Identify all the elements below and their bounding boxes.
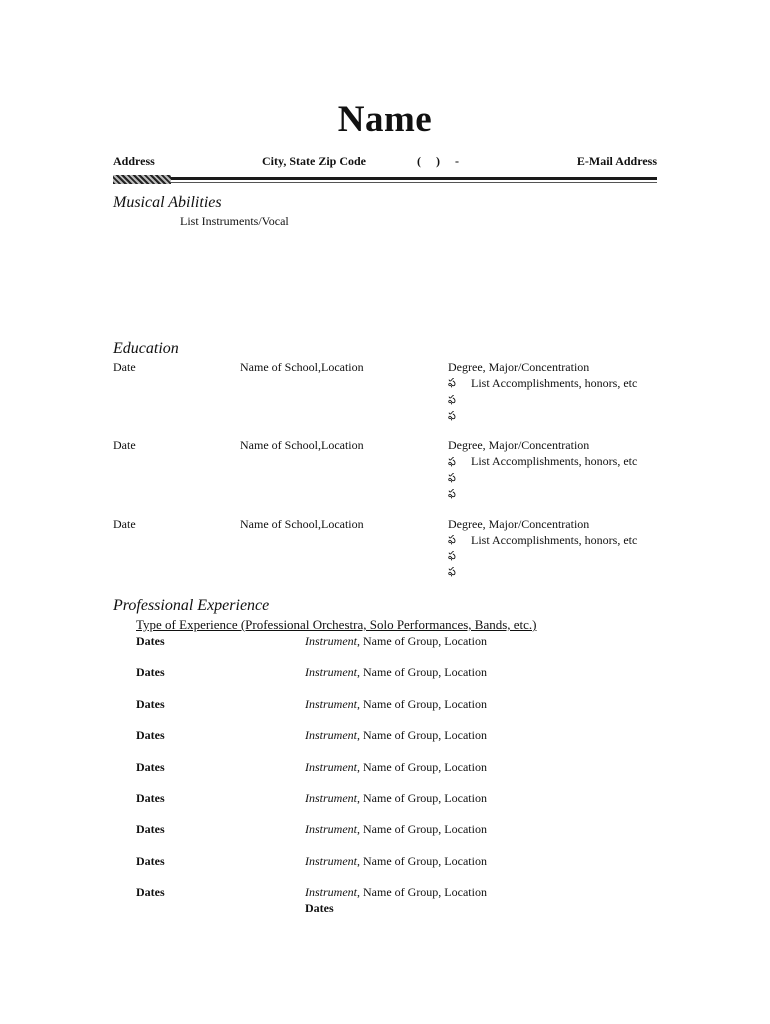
group-location: , Name of Group, Location xyxy=(357,854,487,868)
group-location: , Name of Group, Location xyxy=(357,822,487,836)
experience-detail xyxy=(305,760,487,775)
experience-dates: Dates xyxy=(136,634,165,648)
email-field: E-Mail Address xyxy=(576,154,657,168)
degree: Degree, Major/Concentration xyxy=(448,438,590,452)
instrument: Instrument xyxy=(305,665,357,679)
bullet-icon: ఫ xyxy=(448,410,456,422)
group-location: , Name of Group, Location xyxy=(357,728,487,742)
trailing-dates: Dates xyxy=(305,901,334,915)
instrument: Instrument xyxy=(305,760,357,774)
experience-detail xyxy=(305,854,487,869)
education-date: Date xyxy=(113,517,136,531)
experience-dates: Dates xyxy=(136,760,165,774)
experience-detail xyxy=(305,885,487,900)
experience-dates: Dates xyxy=(136,885,165,899)
group-location: , Name of Group, Location xyxy=(357,697,487,711)
accomplishments: List Accomplishments, honors, etc xyxy=(471,533,638,547)
group-location: , Name of Group, Location xyxy=(357,634,487,648)
instruments-list: List Instruments/Vocal xyxy=(180,214,289,228)
phone-field: ( ) - xyxy=(417,154,459,168)
experience-detail xyxy=(305,634,487,649)
instrument: Instrument xyxy=(305,822,357,836)
header-rule-thin xyxy=(113,182,657,183)
school-name: Name of School,Location xyxy=(240,360,364,374)
experience-detail xyxy=(305,822,487,837)
experience-dates: Dates xyxy=(136,854,165,868)
bullet-icon: ఫ xyxy=(448,394,456,406)
bullet-icon: ఫ xyxy=(448,377,456,389)
accomplishments: List Accomplishments, honors, etc xyxy=(471,454,638,468)
header-rule-ornament xyxy=(113,175,171,184)
instrument: Instrument xyxy=(305,728,357,742)
group-location: , Name of Group, Location xyxy=(357,791,487,805)
group-location: , Name of Group, Location xyxy=(357,760,487,774)
city-state-zip-field: City, State Zip Code xyxy=(262,154,367,168)
address-field: Address xyxy=(113,154,155,168)
resume-name: Name xyxy=(337,99,433,140)
education-heading: Education xyxy=(113,340,179,357)
school-name: Name of School,Location xyxy=(240,517,364,531)
group-location: , Name of Group, Location xyxy=(357,885,487,899)
experience-dates: Dates xyxy=(136,791,165,805)
experience-detail xyxy=(305,791,487,806)
experience-dates: Dates xyxy=(136,728,165,742)
experience-detail xyxy=(305,697,487,712)
experience-dates: Dates xyxy=(136,697,165,711)
experience-detail xyxy=(305,665,487,680)
instrument: Instrument xyxy=(305,791,357,805)
experience-dates: Dates xyxy=(136,822,165,836)
bullet-icon: ఫ xyxy=(448,550,456,562)
degree: Degree, Major/Concentration xyxy=(448,517,590,531)
bullet-icon: ఫ xyxy=(448,534,456,546)
bullet-icon: ఫ xyxy=(448,488,456,500)
instrument: Instrument xyxy=(305,885,357,899)
education-date: Date xyxy=(113,360,136,374)
accomplishments: List Accomplishments, honors, etc xyxy=(471,376,638,390)
header-rule xyxy=(113,177,657,180)
experience-dates: Dates xyxy=(136,665,165,679)
instrument: Instrument xyxy=(305,697,357,711)
experience-type: Type of Experience (Professional Orchestra, Solo Performances, Bands, etc.) xyxy=(136,617,537,632)
instrument: Instrument xyxy=(305,854,357,868)
experience-detail xyxy=(305,728,487,743)
instrument: Instrument xyxy=(305,634,357,648)
school-name: Name of School,Location xyxy=(240,438,364,452)
professional-experience-heading: Professional Experience xyxy=(113,597,270,614)
bullet-icon: ఫ xyxy=(448,566,456,578)
bullet-icon: ఫ xyxy=(448,472,456,484)
education-date: Date xyxy=(113,438,136,452)
bullet-icon: ఫ xyxy=(448,456,456,468)
degree: Degree, Major/Concentration xyxy=(448,360,590,374)
musical-abilities-heading: Musical Abilities xyxy=(113,194,222,211)
group-location: , Name of Group, Location xyxy=(357,665,487,679)
